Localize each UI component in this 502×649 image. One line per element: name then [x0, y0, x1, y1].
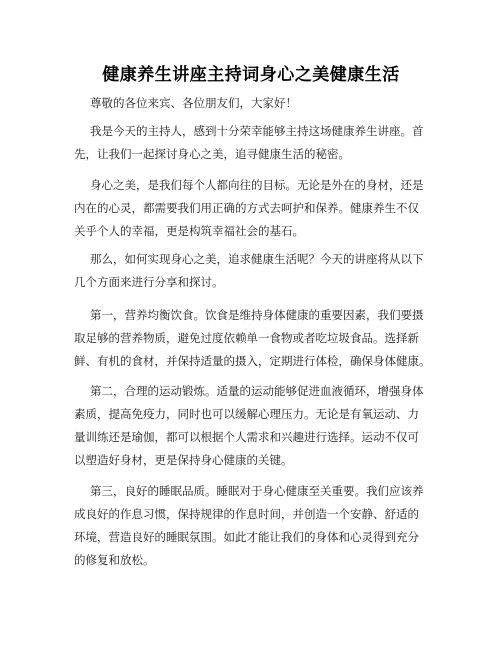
paragraph-line: 内在的心灵，都需要我们用正确的方式去呵护和保养。健康养生不仅: [74, 201, 419, 215]
paragraph-line: 的修复和放松。: [74, 553, 155, 567]
paragraph-sleep: [74, 480, 444, 572]
paragraph-line: 成良好的作息习惯，保持规律的作息时间，并创造一个安静、舒适的: [74, 507, 419, 521]
paragraph-line: 以塑造好身材，更是保持身心健康的关键。: [74, 453, 293, 467]
paragraph-body-mind-beauty: [74, 174, 444, 243]
paragraph-line: 环境，营造良好的睡眠氛围。如此才能让我们的身体和心灵得到充分: [74, 530, 419, 544]
paragraph-line: 鲜、有机的食材，并保持适量的摄入，定期进行体检，确保身体健康。: [74, 354, 431, 368]
paragraph-line: 几个方面来进行分享和探讨。: [74, 275, 224, 289]
paragraph-line: 尊敬的各位来宾、各位朋友们，大家好！: [90, 96, 297, 110]
paragraph-line: 身心之美，是我们每个人都向往的目标。无论是外在的身材，还是: [90, 178, 424, 192]
paragraph-line: 素质，提高免疫力，同时也可以缓解心理压力。无论是有氧运动、力: [74, 407, 419, 421]
paragraph-how-to: [74, 248, 444, 294]
paragraph-nutrition: [74, 304, 444, 373]
paragraph-greeting: [74, 92, 444, 115]
paragraph-line: 第一，营养均衡饮食。饮食是维持身体健康的重要因素，我们要摄: [90, 308, 424, 322]
paragraph-line: 关乎个人的幸福，更是构筑幸福社会的基石。: [74, 224, 304, 238]
paragraph-line: 量训练还是瑜伽，都可以根据个人需求和兴趣进行选择。运动不仅可: [74, 430, 419, 444]
document-title: 健康养生讲座主持词身心之美健康生活: [102, 65, 400, 85]
paragraph-line: 取足够的营养物质，避免过度依赖单一食物或者吃垃圾食品。选择新: [74, 331, 419, 345]
paragraph-line: 我是今天的主持人，感到十分荣幸能够主持这场健康养生讲座。首: [90, 124, 424, 138]
paragraph-line: 第三，良好的睡眠品质。睡眠对于身心健康至关重要。我们应该养: [90, 484, 424, 498]
paragraph-introduction: [74, 120, 444, 166]
paragraph-line: 第二，合理的运动锻炼。适量的运动能够促进血液循环，增强身体: [90, 384, 424, 398]
paragraph-line: 那么，如何实现身心之美，追求健康生活呢？今天的讲座将从以下: [90, 252, 424, 266]
paragraph-line: 先，让我们一起探讨身心之美，追寻健康生活的秘密。: [74, 147, 350, 161]
paragraph-exercise: [74, 380, 444, 472]
